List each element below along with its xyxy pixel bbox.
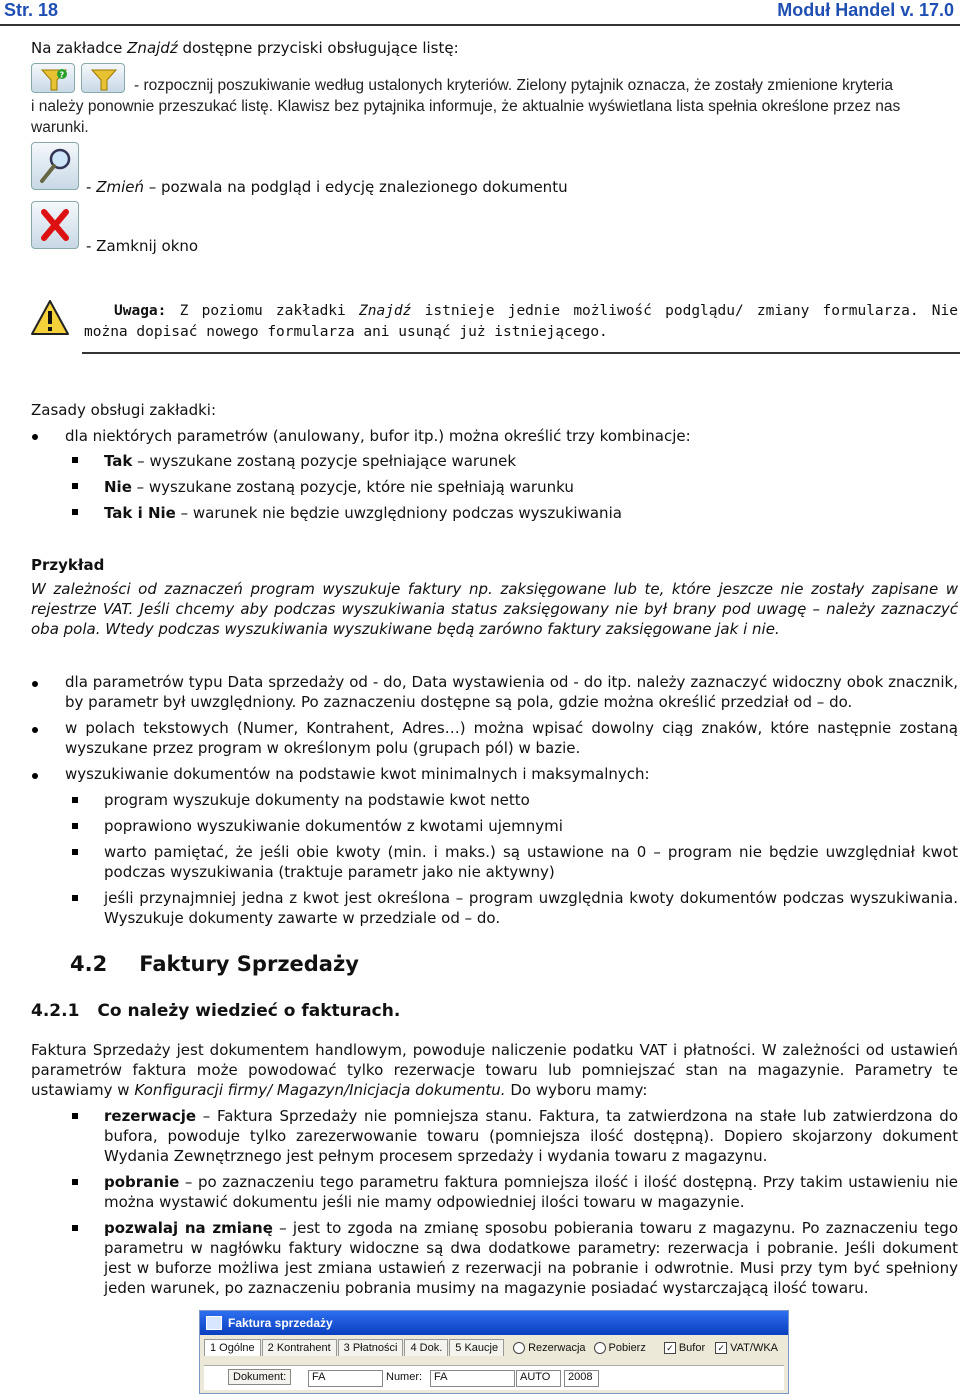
option-text: – po zaznaczeniu tego parametru faktura pomniejsza ilość i ilość dostępną. Przy takim ustawieniu nie można wystawić dokumentu jeśli nie mamy odpowiedniej ilości towaru w magazynie. xyxy=(104,1173,958,1211)
checkbox-vat-label: VAT/WKA xyxy=(730,1341,779,1354)
window-tabs xyxy=(200,1335,788,1356)
change-description: - Zmień – pozwala na podgląd i edycję znalezionego dokumentu xyxy=(86,178,568,196)
para-text1: Faktura Sprzedaży jest dokumentem handlowym, powoduje naliczenie podatku VAT i płatności. W zależności od ustawień parametrów faktura może powodować tylko rezerwacje towaru lub pomniejszać stan na magazynie. Parametry te ustawiamy w xyxy=(31,1041,958,1099)
subsection-number: 4.2.1 xyxy=(31,1001,80,1021)
change-rest: – pozwala na podgląd i edycję znalezionego dokumentu xyxy=(148,178,568,196)
subsection-title: Co należy wiedzieć o fakturach. xyxy=(97,1001,401,1021)
para-italic: Konfiguracji firmy/ Magazyn/Inicjacja dokumentu. xyxy=(134,1081,506,1099)
warning-icon xyxy=(30,298,70,338)
warning-text2: istnieje jednie możliwość podglądu/ zmiany formularza. Nie można dopisać nowego formularza ani usunąć już istniejącego. xyxy=(84,303,958,340)
amount-item: poprawiono wyszukiwanie dokumentów z kwotami ujemnymi xyxy=(104,817,563,835)
option-item xyxy=(104,1218,958,1298)
subsection-heading xyxy=(31,1001,400,1021)
option-bold: rezerwacje xyxy=(104,1107,197,1125)
combo-item xyxy=(104,451,516,471)
close-description: - Zamknij okno xyxy=(86,237,199,255)
combo-bold: Nie xyxy=(104,478,132,496)
radio-rezerwacja[interactable] xyxy=(513,1339,585,1356)
filter-description-line1: - rozpocznij poszukiwanie według ustalonych kryteriów. Zielony pytajnik oznacza, że zostały zmienione kryteria xyxy=(134,77,893,94)
combo-text: – wyszukane zostaną pozycje, które nie spełniają warunku xyxy=(131,478,574,496)
warning-italic: Znajdź xyxy=(359,303,412,319)
square-bullet xyxy=(72,849,78,855)
tab-dok[interactable]: 4 Dok. xyxy=(404,1339,448,1356)
bullet xyxy=(32,727,38,733)
warning-rule xyxy=(82,352,960,354)
section-number: 4.2 xyxy=(70,952,108,976)
radio-pobierz-label: Pobierz xyxy=(608,1341,646,1354)
rules-heading: Zasady obsługi zakładki: xyxy=(31,401,217,419)
window-title-bar xyxy=(200,1311,788,1335)
example-text: W zależności od zaznaczeń program wyszukuje faktury np. zaksięgowane lub te, które jeszcze nie zostały zapisane w rejestrze VAT. Jeśli chcemy aby podczas wyszukiwania status zaksięgowany nie był brany pod uwagę – należy zaznaczyć oba pola. Wtedy podczas wyszukiwania wyszukiwane będą zarówno faktury zaksięgowane jak i nie. xyxy=(31,580,958,638)
option-item xyxy=(104,1106,958,1166)
tab-kontrahent[interactable]: 2 Kontrahent xyxy=(262,1339,337,1356)
option-text: – jest to zgoda na zmianę sposobu pobierania towaru z magazynu. Po zaznaczeniu tego parametru w nagłówku faktury widoczne są dwa dodatkowe parametry: rezerwacja i pobranie. Jeśli dokument jest w buforze możliwa jest zmiana ustawień z rezerwacji na pobranie i odwrotnie. Musi przy tym być spełniony jeden warunek, po zaznaczeniu pobrania musimy na magazynie posiadać wystarczającą ilość towaru. xyxy=(104,1219,959,1297)
radio-pobierz[interactable] xyxy=(594,1339,646,1356)
document-button[interactable]: Dokument: xyxy=(228,1369,291,1385)
square-bullet xyxy=(72,483,78,489)
amount-item: warto pamiętać, że jeśli obie kwoty (min. i maks.) są ustawione na 0 – program nie będzie uwzględniał kwot podczas wyszukiwania (traktuje parametr jako nie aktywny) xyxy=(104,843,958,881)
warning-text xyxy=(84,301,958,343)
checkbox-bufor-label: Bufor xyxy=(678,1341,706,1354)
square-bullet xyxy=(72,1225,78,1231)
warning-text1: Z poziomu zakładki xyxy=(179,303,346,319)
combo-item xyxy=(104,477,574,497)
para-text2: Do wyboru mamy: xyxy=(510,1081,648,1099)
auto-field[interactable]: AUTO xyxy=(516,1370,561,1387)
module-name: Moduł Handel v. 17.0 xyxy=(777,0,954,20)
amount-item: program wyszukuje dokumenty na podstawie kwot netto xyxy=(104,791,530,809)
filter-search-question-icon[interactable] xyxy=(31,63,75,93)
list-item: wyszukiwanie dokumentów na podstawie kwot minimalnych i maksymalnych: xyxy=(65,765,650,783)
numer-field[interactable]: FA xyxy=(430,1370,515,1387)
option-item xyxy=(104,1172,958,1212)
invoice-paragraph xyxy=(31,1040,958,1100)
change-italic: Zmień xyxy=(96,178,144,196)
list-item: dla parametrów typu Data sprzedaży od - do, Data wystawienia od - do itp. należy zaznaczyć widoczny obok znacznik, by parametr był uwzględniony. Po zaznaczeniu dostępne są pola, gdzie można określić przedział od – do. xyxy=(65,673,958,711)
year-field[interactable]: 2008 xyxy=(564,1370,599,1387)
intro-text: Na zakładce Znajdź dostępne przyciski obsługujące listę: xyxy=(31,39,459,57)
document-field[interactable]: FA xyxy=(308,1370,383,1387)
section-title: Faktury Sprzedaży xyxy=(139,952,359,976)
window-title: Faktura sprzedaży xyxy=(228,1316,333,1330)
tab-kaucje[interactable]: 5 Kaucje xyxy=(449,1339,504,1356)
combo-text: – warunek nie będzie uwzględniony podczas wyszukiwania xyxy=(175,504,622,522)
warning-label: Uwaga: xyxy=(114,303,167,319)
tab-ogolne[interactable]: 1 Ogólne xyxy=(204,1339,261,1356)
list-item: w polach tekstowych (Numer, Kontrahent, Adres…) można wpisać dowolny ciąg znaków, które następnie zostaną wyszukane przez program w określonym polu (grupach pól) w bazie. xyxy=(65,719,958,757)
checkbox-bufor[interactable]: ✓ Bufor xyxy=(664,1339,705,1356)
square-bullet xyxy=(72,797,78,803)
example-heading: Przykład xyxy=(31,556,105,574)
bullet xyxy=(32,434,38,440)
square-bullet xyxy=(72,509,78,515)
numer-label: Numer: xyxy=(386,1371,423,1383)
header-rule xyxy=(0,24,960,26)
option-text: – Faktura Sprzedaży nie pomniejsza stanu. Faktura, ta zatwierdzona na stałe lub zatwierdzona do bufora, powoduje tylko zarezerwowanie towaru (pomniejsza ilość dostępną). Dopiero skojarzony dokument Wydania Zewnętrznego jest pełnym procesem sprzedaży i wydania towaru z magazynu. xyxy=(104,1107,958,1165)
tab-platnosci[interactable]: 3 Płatności xyxy=(338,1339,404,1356)
page-number: Str. 18 xyxy=(4,0,59,20)
combo-bold: Tak i Nie xyxy=(104,504,176,522)
radio-rezerwacja-label: Rezerwacja xyxy=(528,1341,586,1354)
intro-italic: Znajdź xyxy=(127,39,178,57)
combo-text: – wyszukane zostaną pozycje spełniające warunek xyxy=(132,452,517,470)
square-bullet xyxy=(72,1179,78,1185)
bullet xyxy=(32,681,38,687)
checkbox-vat[interactable]: ✓ VAT/WKA xyxy=(715,1339,778,1356)
section-heading xyxy=(70,952,359,976)
square-bullet xyxy=(72,823,78,829)
invoice-window xyxy=(199,1310,789,1394)
combo-bold: Tak xyxy=(104,452,133,470)
amount-item: jeśli przynajmniej jedna z kwot jest określona – program uwzględnia kwoty dokumentów podczas wyszukiwania. Wyszukuje dokumenty zawarte w przedziale od – do. xyxy=(104,889,958,927)
combo-item xyxy=(104,503,622,523)
bullet xyxy=(32,773,38,779)
option-bold: pobranie xyxy=(104,1173,180,1191)
square-bullet xyxy=(72,1113,78,1119)
square-bullet xyxy=(72,457,78,463)
window-form-row xyxy=(204,1365,784,1390)
square-bullet xyxy=(72,895,78,901)
window-icon xyxy=(206,1316,222,1330)
filter-description-rest: i należy ponownie przeszukać listę. Klawisz bez pytajnika informuje, że aktualnie wyświetlana lista spełnia określone przez nas warunki. xyxy=(31,98,901,136)
svg-text:?: ? xyxy=(59,70,65,80)
filter-search-icon[interactable] xyxy=(81,63,125,93)
magnifier-icon[interactable] xyxy=(31,142,79,190)
close-icon[interactable] xyxy=(31,201,79,249)
rules-bullet: dla niektórych parametrów (anulowany, bufor itp.) można określić trzy kombinacje: xyxy=(65,427,691,445)
option-bold: pozwalaj na zmianę xyxy=(104,1219,273,1237)
